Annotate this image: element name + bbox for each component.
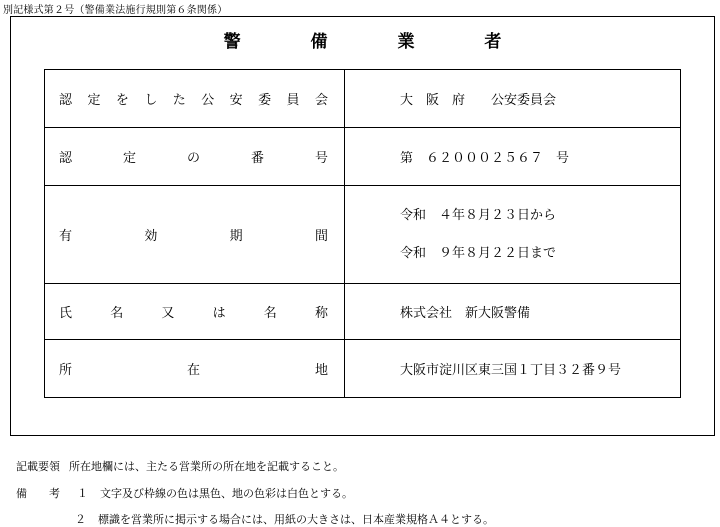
table-row: [45, 340, 681, 398]
label-char: 在: [186, 363, 200, 378]
label-char: の: [186, 151, 200, 166]
registration-table: [44, 69, 681, 398]
notes-text-1: 所在地欄には、主たる営業所の所在地を記載すること。: [69, 460, 344, 473]
label-char: 定: [87, 93, 101, 108]
validity-start: 令和 ４年８月２３日から: [400, 207, 557, 223]
table-row: [45, 186, 681, 284]
value-authorization-number: 第 ６２０００２５６７ 号: [345, 128, 681, 186]
table-row: [45, 128, 681, 186]
label-char: 効: [144, 229, 158, 244]
label-char: 員: [286, 93, 300, 108]
label-char: 番: [250, 151, 264, 166]
label-char: 名: [110, 306, 124, 321]
label-char: 称: [314, 306, 328, 321]
label-char: 会: [314, 93, 328, 108]
label-char: 地: [314, 363, 328, 378]
label-chars: [59, 359, 328, 378]
label-chars: [59, 147, 328, 166]
label-char: 所: [59, 363, 73, 378]
label-name: [45, 284, 345, 340]
label-char: を: [115, 93, 129, 108]
table-row: [45, 70, 681, 128]
label-chars: [59, 225, 328, 244]
validity-end: 令和 ９年８月２２日まで: [400, 245, 557, 261]
label-char: た: [172, 93, 186, 108]
notes-line-1: [16, 458, 344, 474]
label-authorization-number: [45, 128, 345, 186]
label-char: 間: [314, 229, 328, 244]
remarks-heading: 備 考: [16, 487, 60, 500]
sign-title: 警 備 業 者: [223, 32, 534, 52]
label-char: 号: [314, 151, 328, 166]
remarks-text-1: 文字及び枠線の色は黒色、地の色彩は白色とする。: [100, 487, 353, 500]
table-row: [45, 284, 681, 340]
label-char: 期: [229, 229, 243, 244]
label-chars: [59, 89, 328, 108]
label-char: 安: [229, 93, 243, 108]
remarks-text-2: 標識を営業所に掲示する場合には、用紙の大きさは、日本産業規格Ａ４とする。: [98, 513, 494, 526]
notes-line-3: [16, 511, 494, 527]
label-chars: [59, 302, 328, 321]
value-location: 大阪市淀川区東三国１丁目３２番９号: [345, 340, 681, 398]
label-char: 名: [263, 306, 277, 321]
label-location: [45, 340, 345, 398]
label-authorizing-commission: [45, 70, 345, 128]
label-char: 公: [201, 93, 215, 108]
remarks-number-2: ２: [75, 513, 86, 526]
label-char: し: [144, 93, 158, 108]
form-reference-note: 別記様式第２号（警備業法施行規則第６条関係）: [3, 5, 228, 16]
notes-line-2: [16, 485, 353, 501]
label-char: 有: [59, 229, 73, 244]
label-char: 認: [59, 93, 73, 108]
remarks-number-1: １: [77, 487, 88, 500]
label-char: 委: [258, 93, 272, 108]
label-char: は: [212, 306, 226, 321]
label-char: 定: [122, 151, 136, 166]
label-validity-period: [45, 186, 345, 284]
value-validity-period: [345, 186, 681, 284]
label-char: 又: [161, 306, 175, 321]
notes-heading: 記載要領: [16, 460, 60, 473]
sign-frame: [10, 16, 715, 436]
label-char: 氏: [59, 306, 73, 321]
value-name: 株式会社 新大阪警備: [345, 284, 681, 340]
label-char: 認: [59, 151, 73, 166]
value-authorizing-commission: 大 阪 府 公安委員会: [345, 70, 681, 128]
